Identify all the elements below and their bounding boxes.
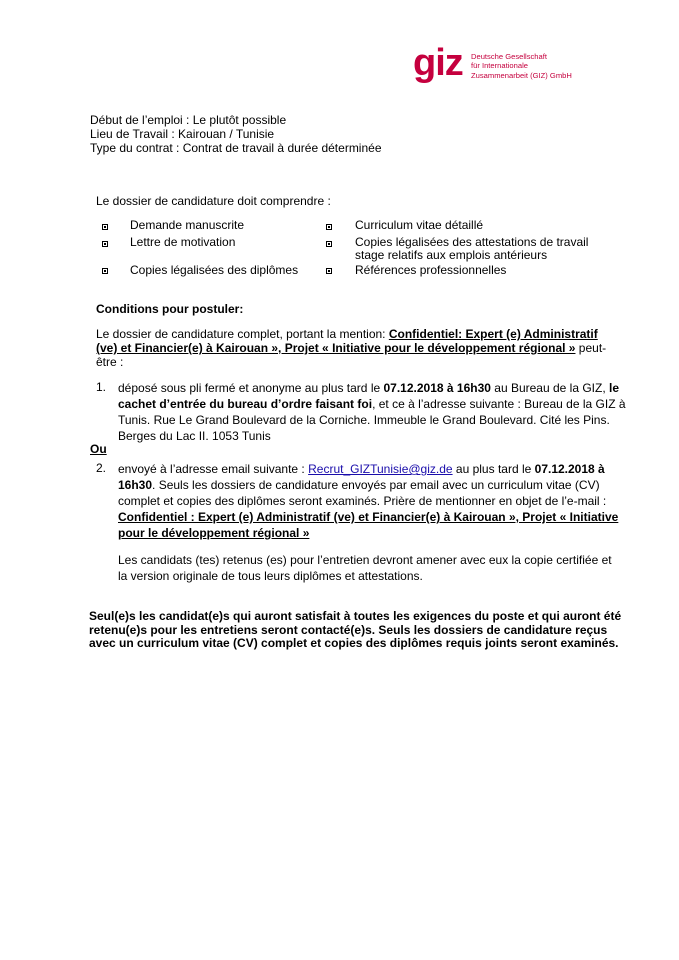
bullet-icon xyxy=(102,241,108,247)
contract-type: Type du contrat : Contrat de travail à durée déterminée xyxy=(90,140,382,155)
deadline: 07.12.2018 à xyxy=(534,462,605,476)
item-deposit xyxy=(118,380,626,444)
email-subject: Confidentiel : Expert (e) Administratif (ve) et Financier(e) à Kairouan », Projet « Initiative xyxy=(118,510,619,524)
start-date: Début de l’emploi : Le plutôt possible xyxy=(90,113,287,127)
final-notice xyxy=(89,609,622,651)
note-line: Les candidats (tes) retenus (es) pour l’entretien devront amener avec eux la copie certifiée et xyxy=(118,553,612,567)
logo-line-3: Zusammenarbeit (GIZ) GmbH xyxy=(471,70,572,80)
bullet-icon xyxy=(102,224,108,230)
bullet-icon xyxy=(326,268,332,274)
stamp-note: cachet d’entrée du bureau d’ordre faisant foi xyxy=(118,397,373,411)
logo-line-2: für Internationale xyxy=(471,61,528,71)
deposit-text: déposé sous pli fermé et anonyme au plus tard le xyxy=(118,381,384,395)
note-line: la version originale de tous leurs diplômes et attestations. xyxy=(118,569,423,583)
email-link[interactable]: Recrut_GIZTunisie@giz.de xyxy=(308,462,453,476)
bullet-references: Références professionnelles xyxy=(355,263,507,277)
bullet-cv: Curriculum vitae détaillé xyxy=(355,218,484,232)
work-location: Lieu de Travail : Kairouan / Tunisie xyxy=(90,126,275,141)
dossier-intro: Le dossier de candidature doit comprendre : xyxy=(96,194,331,208)
conditions-text: Le dossier de candidature complet, portant la mention: xyxy=(96,327,389,341)
bullet-icon xyxy=(326,224,332,230)
item-number: 2. xyxy=(96,461,107,475)
mention-title-cont: (ve) et Financier(e) à Kairouan », Projet « Initiative pour le développement régional » xyxy=(96,341,576,355)
final-line: Seul(e)s les candidat(e)s qui auront satisfait à toutes les exigences du poste et qui auront été xyxy=(89,609,622,623)
bullet-icon xyxy=(326,241,332,247)
email-text: . Seuls les dossiers de candidature envoyés par email avec un curriculum vitae (CV) xyxy=(152,478,600,492)
conditions-text-end: être : xyxy=(96,355,124,369)
conditions-text-cont: peut- xyxy=(575,341,607,355)
logo-line-1: Deutsche Gesellschaft xyxy=(471,52,547,61)
final-line: retenu(e)s pour les entretiens seront contacté(e)s. Seuls les dossiers de candidature reçus xyxy=(89,622,608,637)
giz-logo-text xyxy=(471,52,572,80)
candidate-note xyxy=(118,552,612,584)
job-header xyxy=(90,114,382,155)
bullet-attestations: Copies légalisées des attestations de travail xyxy=(355,235,589,249)
deadline: 07.12.2018 à 16h30 xyxy=(383,381,491,395)
email-text: complet et copies des diplômes seront examinés. Prière de mentionner en objet de l’e-mail : xyxy=(118,494,607,508)
bullet-lettre: Lettre de motivation xyxy=(130,235,236,249)
address-line: Tunis. Rue Le Grand Boulevard de la Corniche. Immeuble le Grand Boulevard. Cité les Pins. xyxy=(118,413,610,427)
address-line: Berges du Lac II. 1053 Tunis xyxy=(118,429,271,443)
item-email xyxy=(118,461,619,541)
bullet-demande: Demande manuscrite xyxy=(130,218,245,232)
email-text: envoyé à l’adresse email suivante : xyxy=(118,462,309,476)
giz-logo: giz xyxy=(413,42,463,84)
bullet-attestations-cont: stage relatifs aux emplois antérieurs xyxy=(355,248,548,262)
item-number: 1. xyxy=(96,380,107,394)
email-text: au plus tard le xyxy=(452,462,535,476)
final-line: avec un curriculum vitae (CV) complet et copies des diplômes requis joints seront examinés. xyxy=(89,636,619,650)
conditions-paragraph xyxy=(96,327,607,370)
deposit-text: le xyxy=(609,381,620,395)
or-separator: Ou xyxy=(90,442,107,456)
deposit-text: au Bureau de la GIZ, xyxy=(490,381,610,395)
mention-title: Confidentiel: Expert (e) Administratif xyxy=(388,327,598,341)
email-subject-cont: pour le développement régional » xyxy=(118,526,310,540)
deposit-text: , et ce à l’adresse suivante : Bureau de la GIZ à xyxy=(372,397,626,411)
deadline: 16h30 xyxy=(118,478,153,492)
bullet-icon xyxy=(102,268,108,274)
conditions-title: Conditions pour postuler: xyxy=(96,302,244,316)
bullet-diplomes: Copies légalisées des diplômes xyxy=(130,263,299,277)
